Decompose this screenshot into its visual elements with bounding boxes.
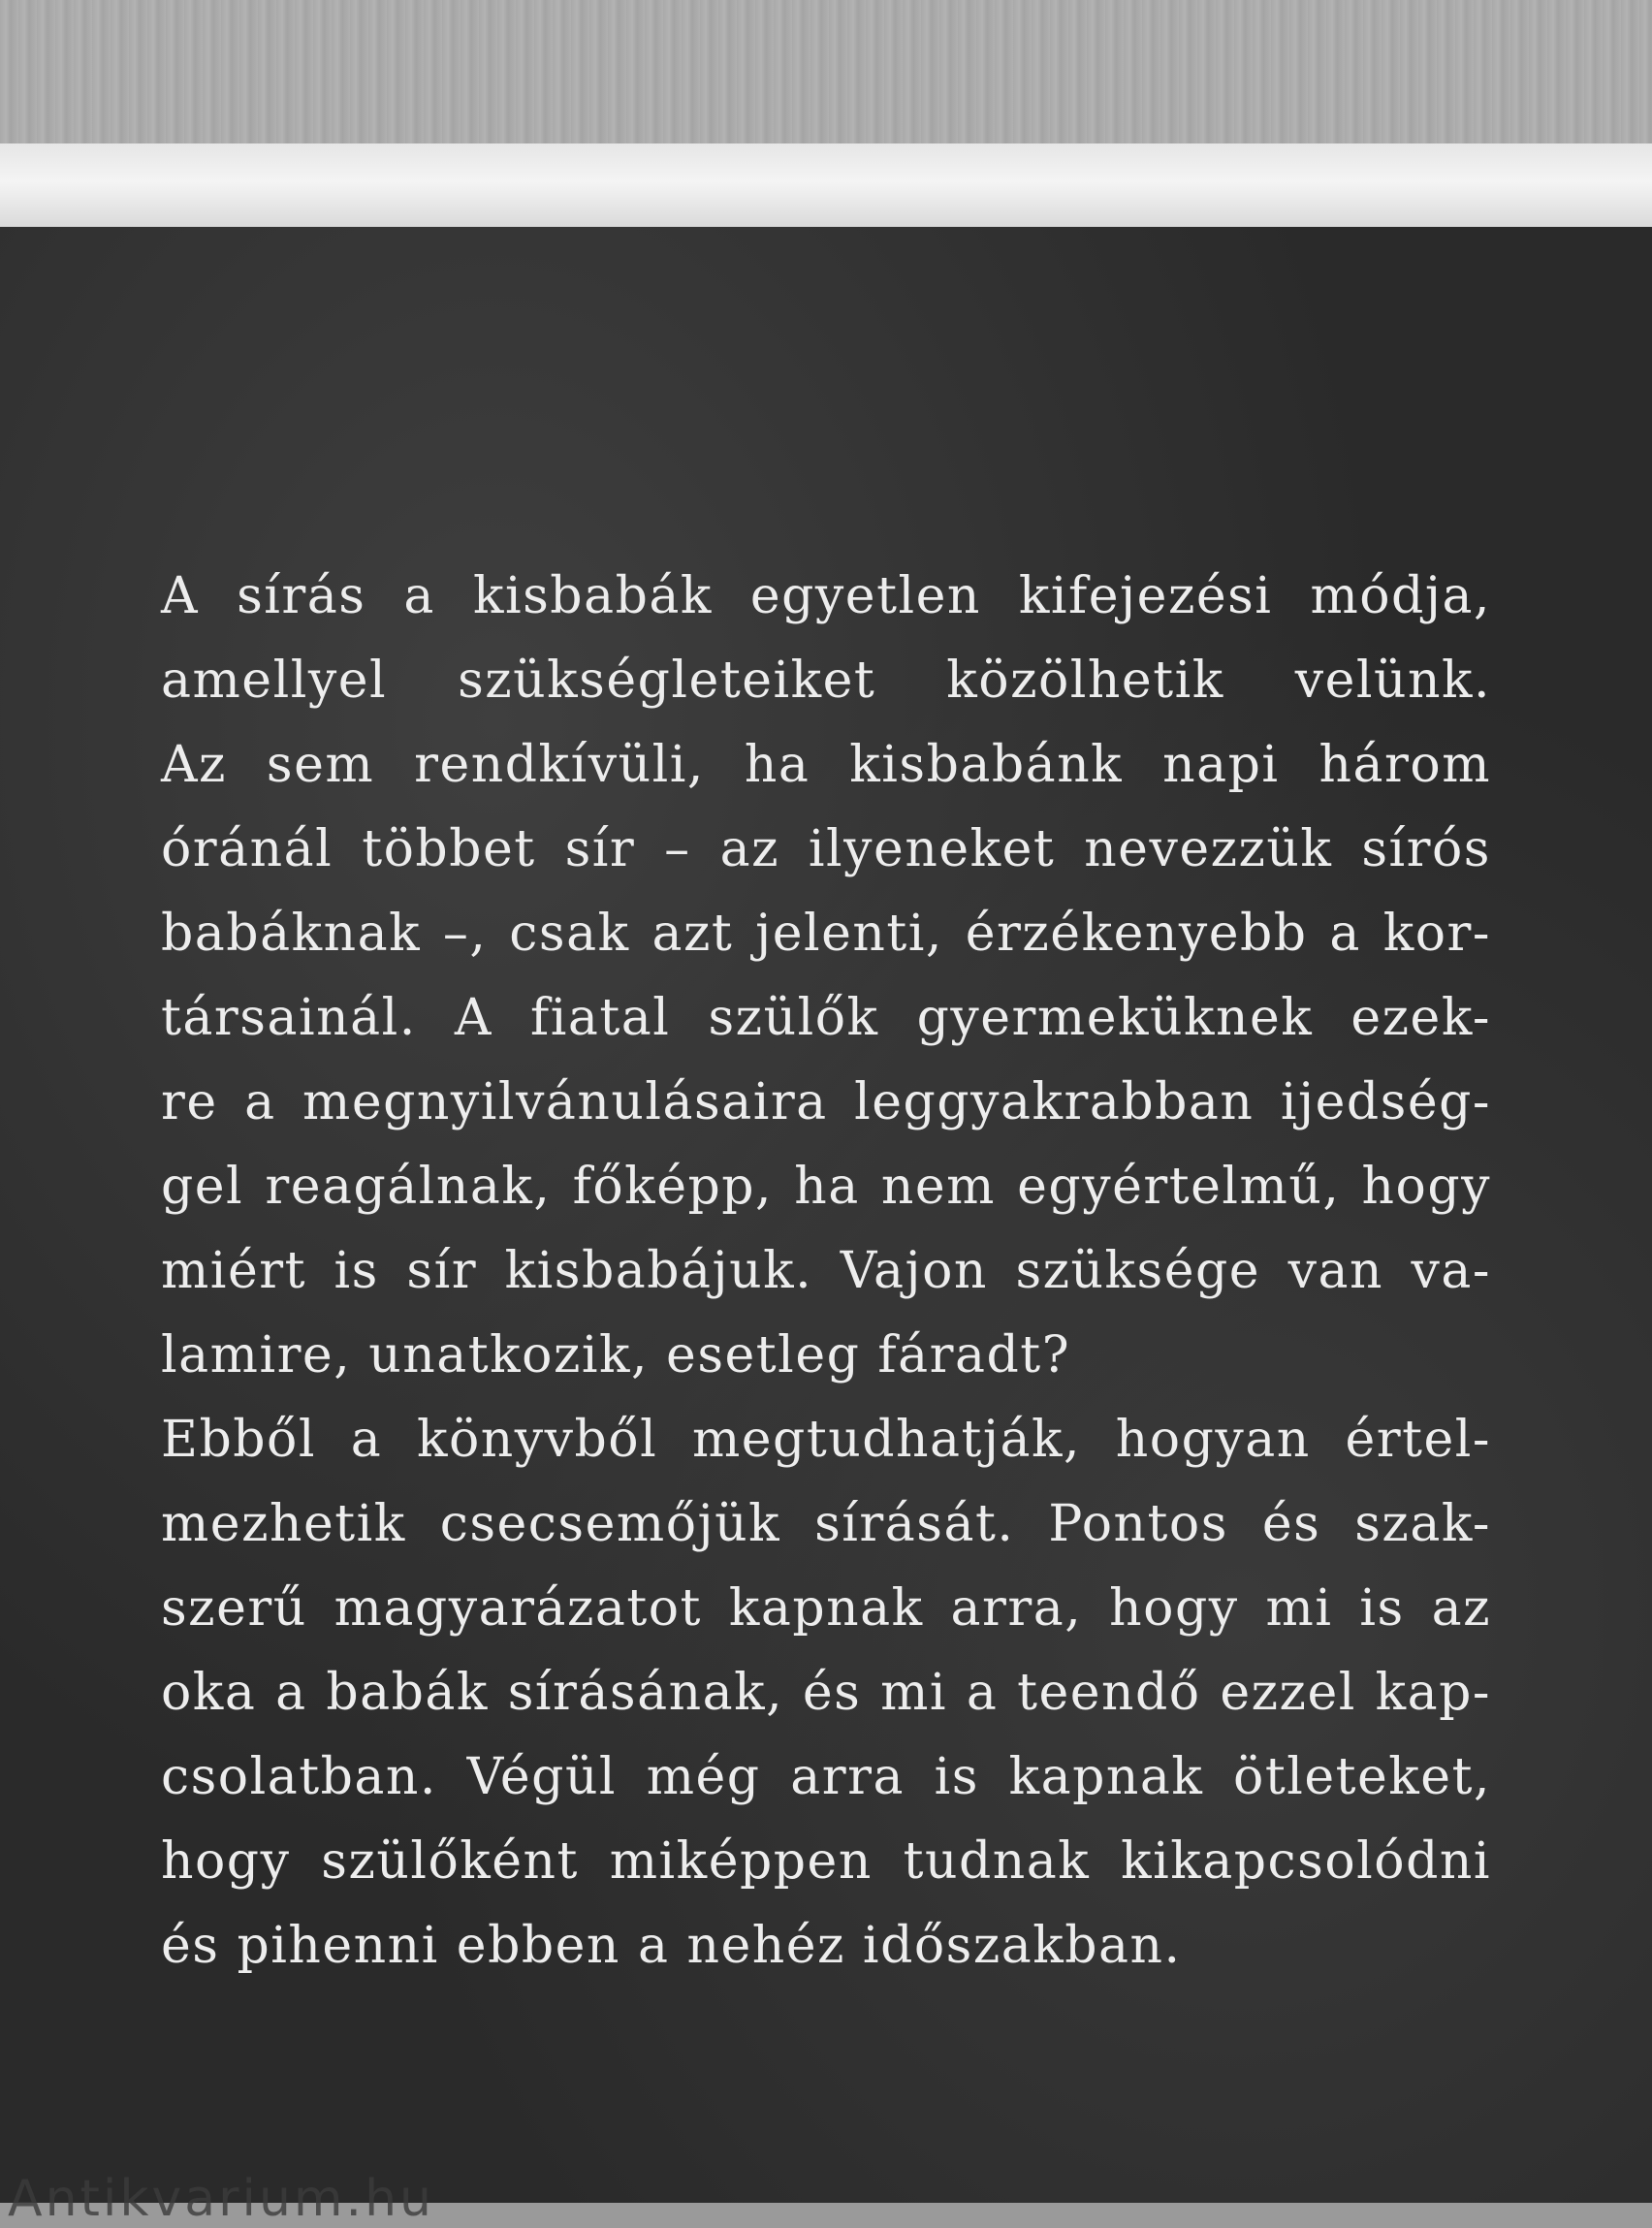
blurb-line: mezhetik csecsemőjük sírását. Pontos és szak- bbox=[161, 1495, 1491, 1553]
blurb-line: oka a babák sírásának, és mi a teendő ezzel kap- bbox=[161, 1664, 1491, 1722]
blurb-line: lamire, unatkozik, esetleg fáradt? bbox=[161, 1326, 1071, 1385]
blurb-line: társainál. A fiatal szülők gyermeküknek ezek- bbox=[161, 989, 1491, 1047]
blurb-line: csolatban. Végül még arra is kapnak ötleteket, bbox=[161, 1748, 1491, 1806]
blurb-line: szerű magyarázatot kapnak arra, hogy mi is az bbox=[161, 1579, 1491, 1638]
blurb-line: gel reagálnak, főképp, ha nem egyértelmű, hogy bbox=[161, 1158, 1491, 1216]
blurb-line: Az sem rendkívüli, ha kisbabánk napi három bbox=[161, 736, 1491, 794]
back-cover-blurb bbox=[161, 555, 1491, 1989]
blurb-line: óránál többet sír – az ilyeneket nevezzük sírós bbox=[161, 820, 1491, 878]
watermark: Antikvarium.hu bbox=[8, 2170, 434, 2228]
background-surface bbox=[0, 0, 1652, 145]
blurb-line: hogy szülőként miképpen tudnak kikapcsolódni bbox=[161, 1832, 1491, 1891]
blurb-line: babáknak –, csak azt jelenti, érzékenyebb a kor- bbox=[161, 905, 1491, 963]
blurb-line: miért is sír kisbabájuk. Vajon szüksége van va- bbox=[161, 1242, 1491, 1300]
blurb-line: amellyel szükségleteiket közölhetik velünk. bbox=[161, 652, 1491, 710]
blurb-line: A sírás a kisbabák egyetlen kifejezési módja, bbox=[161, 567, 1491, 625]
blurb-line: re a megnyilvánulásaira leggyakrabban ijedség- bbox=[161, 1073, 1491, 1131]
blurb-line: Ebből a könyvből megtudhatják, hogyan értel- bbox=[161, 1411, 1491, 1469]
blurb-line: és pihenni ebben a nehéz időszakban. bbox=[161, 1917, 1182, 1975]
page-edge bbox=[0, 143, 1652, 229]
